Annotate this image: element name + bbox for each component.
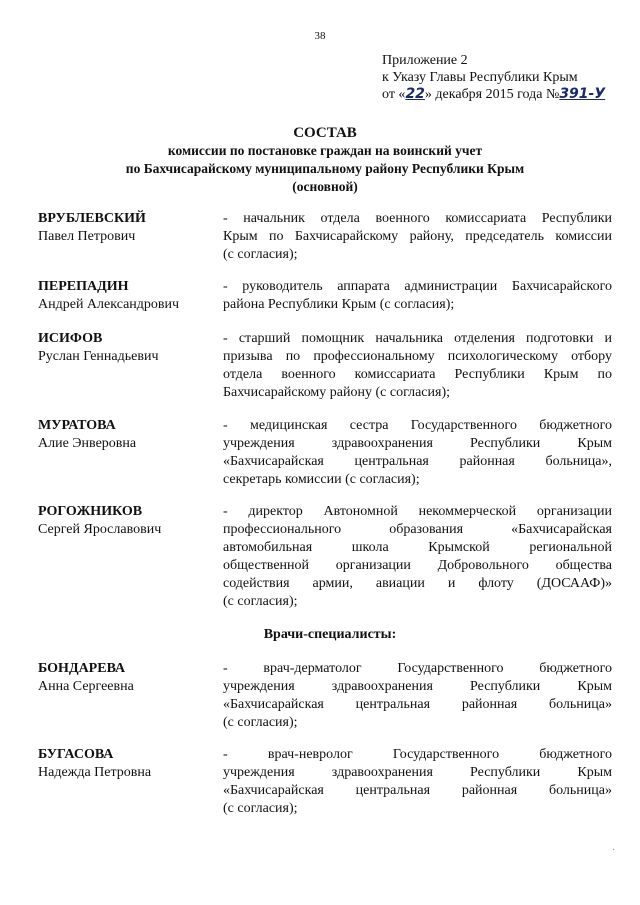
handwritten-day: 22 [405, 86, 425, 102]
description-line: отдела военного комиссариата Республики Крым по [223, 367, 612, 382]
member-description [223, 503, 612, 611]
member-entry [38, 278, 612, 314]
title-line-2: по Бахчисарайскому муниципальному району Республики Крым [125, 161, 525, 176]
description-line: учреждения здравоохранения Республики Крым [223, 765, 612, 780]
description-line: призыва по профессиональному психологическому отбору [223, 349, 612, 364]
description-line: - начальник отдела военного комиссариата Республики [223, 211, 612, 226]
description-line: - старший помощник начальника отделения подготовки и [223, 331, 612, 346]
appendix-line-3 [382, 86, 605, 103]
member-entry [38, 210, 612, 264]
description-line: «Бахчисарайская центральная районная больница» [223, 697, 612, 712]
description-line: (с согласия); [223, 801, 298, 816]
title-line-1: комиссии по постановке граждан на воинский учет [167, 143, 483, 158]
member-entry [38, 330, 612, 402]
handwritten-decree-number: 391-У [559, 86, 606, 102]
description-line: учреждения здравоохранения Республики Крым [223, 679, 612, 694]
description-line: - руководитель аппарата администрации Бахчисарайского [223, 279, 612, 294]
description-line: (с согласия); [223, 247, 298, 262]
scan-speck: · [612, 845, 616, 856]
member-name: Надежда Петровна [38, 765, 152, 780]
document-title [0, 124, 640, 196]
member-entry [38, 503, 612, 611]
member-surname: БОНДАРЕВА [38, 661, 126, 676]
member-name: Алие Энверовна [38, 436, 137, 451]
member-description [223, 278, 612, 314]
member-entry [38, 417, 612, 489]
member-surname: РОГОЖНИКОВ [38, 504, 143, 519]
member-surname: БУГАСОВА [38, 747, 114, 762]
description-line: - врач-дерматолог Государственного бюджетного [223, 661, 612, 676]
member-description [223, 330, 612, 402]
description-line: Бахчисарайскому району (с согласия); [223, 385, 451, 400]
description-line: - медицинская сестра Государственного бюджетного [223, 418, 612, 433]
description-line: содействия армии, авиации и флоту (ДОСААФ)» [223, 576, 612, 591]
member-name: Руслан Геннадьевич [38, 349, 159, 364]
title-line-3: (основной) [292, 179, 358, 194]
description-line: учреждения здравоохранения Республики Крым [223, 436, 612, 451]
description-line: района Республики Крым (с согласия); [223, 297, 455, 312]
page-number: 38 [314, 30, 326, 42]
member-description [223, 746, 612, 818]
description-line: (с согласия); [223, 715, 298, 730]
appendix-date-prefix: от « [382, 87, 406, 102]
member-surname: ПЕРЕПАДИН [38, 279, 129, 294]
appendix-date-middle: » декабря 2015 года № [424, 87, 560, 102]
description-line: - врач-невролог Государственного бюджетного [223, 747, 612, 762]
description-line: автомобильная школа Крымской региональной [223, 540, 612, 555]
specialists-heading: Врачи-специалисты: [263, 627, 397, 642]
member-name: Анна Сергеевна [38, 679, 134, 694]
description-line: общественной организации Добровольного общества [223, 558, 612, 573]
appendix-block [382, 52, 605, 103]
appendix-line-1: Приложение 2 [382, 53, 468, 68]
member-description [223, 660, 612, 732]
member-surname: ВРУБЛЕВСКИЙ [38, 211, 146, 226]
specialist-entry [38, 660, 612, 732]
description-line: «Бахчисарайская центральная районная больница», [223, 454, 612, 469]
title-heading: СОСТАВ [293, 125, 357, 141]
description-line: профессионального образования «Бахчисарайская [223, 522, 612, 537]
member-surname: МУРАТОВА [38, 418, 116, 433]
specialist-entry [38, 746, 612, 818]
appendix-line-2: к Указу Главы Республики Крым [382, 70, 578, 85]
description-line: (с согласия); [223, 594, 298, 609]
description-line: Крым по Бахчисарайскому району, председатель комиссии [223, 229, 612, 244]
member-name: Андрей Александрович [38, 297, 180, 312]
description-line: секретарь комиссии (с согласия); [223, 472, 420, 487]
member-name: Павел Петрович [38, 229, 136, 244]
member-description [223, 210, 612, 264]
description-line: «Бахчисарайская центральная районная больница» [223, 783, 612, 798]
member-name: Сергей Ярославович [38, 522, 162, 537]
member-description [223, 417, 612, 489]
member-surname: ИСИФОВ [38, 331, 103, 346]
description-line: - директор Автономной некоммерческой организации [223, 504, 612, 519]
